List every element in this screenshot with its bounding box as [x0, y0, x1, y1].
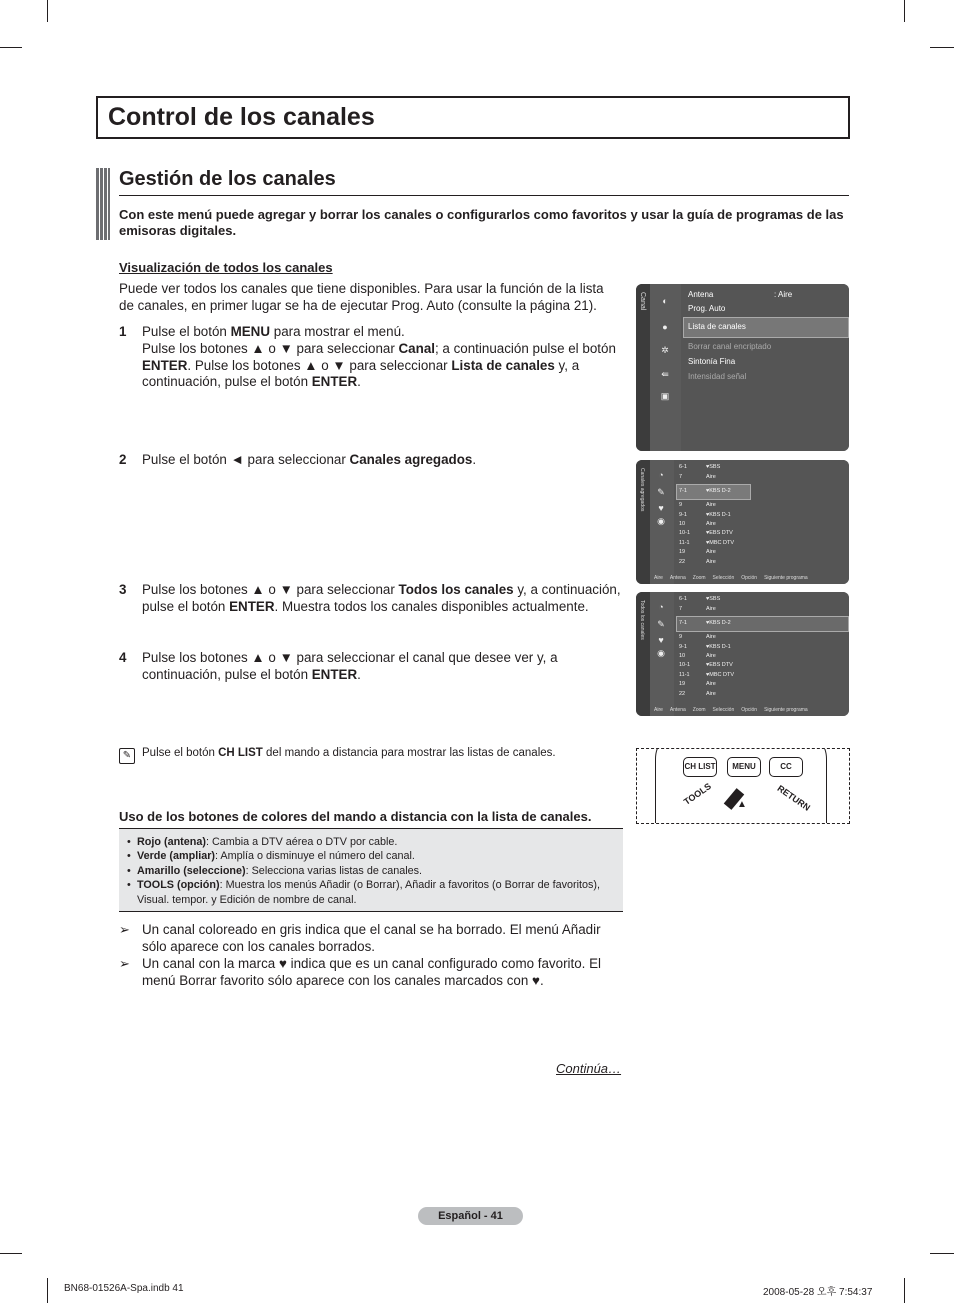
- channel-list-side-label: Todos los canales: [639, 600, 645, 640]
- channel-name[interactable]: Aire: [706, 634, 716, 640]
- crop-mark: [47, 0, 48, 22]
- crop-mark: [0, 47, 22, 48]
- channel-number[interactable]: 9-1: [679, 644, 687, 650]
- intro-text: Con este menú puede agregar y borrar los canales o configurarlos como favoritos y usar la guía de programas de las emisoras digitales.: [119, 207, 844, 238]
- channel-number[interactable]: 22: [679, 559, 686, 565]
- channel-number[interactable]: 11-1: [679, 540, 690, 546]
- channel-number[interactable]: 10-1: [679, 530, 691, 536]
- step-number: 3: [119, 582, 127, 597]
- channel-name[interactable]: ♥EBS DTV: [706, 662, 733, 668]
- cc-button[interactable]: CC: [769, 757, 803, 777]
- channel-name[interactable]: Aire: [706, 606, 716, 612]
- channel-name[interactable]: ♥KBS D-1: [706, 644, 731, 650]
- channel-name[interactable]: Aire: [706, 549, 716, 555]
- tools-icon: ✎: [657, 619, 665, 629]
- tools-icon: ✎: [657, 487, 665, 497]
- tip-text: Un canal con la marca ♥ indica que es un canal configurado como favorito. El menú Borrar favorito sólo aparece con los canales marcados con ♥.: [142, 956, 602, 988]
- channel-list-added-screenshot: [636, 460, 849, 584]
- section-title: Gestión de los canales: [119, 168, 336, 190]
- crop-mark: [904, 1278, 905, 1303]
- channel-name[interactable]: Aire: [706, 653, 716, 659]
- channel-number[interactable]: 7: [679, 474, 683, 480]
- step-4-text: Pulse los botones ▲ o ▼ para seleccionar el canal que desee ver y, a continuación, pulse el botón ENTER.: [142, 650, 558, 682]
- channel-list-all-screenshot: [636, 592, 849, 716]
- crop-mark: [0, 1253, 22, 1254]
- tip-arrow-icon: ➢: [119, 956, 130, 971]
- remote-illustration: [636, 748, 850, 824]
- step-number: 1: [119, 324, 127, 339]
- colors-list: [119, 828, 623, 912]
- channel-name[interactable]: Aire: [706, 681, 716, 687]
- colors-title: Uso de los botones de colores del mando a distancia con la lista de canales.: [119, 809, 592, 824]
- menu-item-channel-list[interactable]: Lista de canales: [688, 322, 746, 331]
- input-icon: ⇚: [661, 369, 669, 379]
- channel-name[interactable]: ♥MBC DTV: [706, 540, 735, 546]
- guide-icon: ◉: [657, 648, 665, 658]
- application-icon: ▣: [660, 391, 670, 401]
- print-file-info: BN68-01526A-Spa.indb 41: [64, 1283, 184, 1294]
- setup-gear-icon: ✲: [661, 345, 669, 355]
- tip-text: Un canal coloreado en gris indica que el canal se ha borrado. El menú Añadir sólo aparece con los canales borrados.: [142, 922, 601, 954]
- picture-icon: ◐: [662, 296, 668, 306]
- channel-name[interactable]: ♥EBS DTV: [706, 530, 733, 536]
- up-arrow-icon[interactable]: ▲: [737, 799, 747, 810]
- print-date-info: 2008-05-28 오후 7:54:37: [763, 1287, 873, 1298]
- channel-number[interactable]: 9: [679, 502, 683, 508]
- color-item-yellow: • Amarillo (seleccione): Selecciona varias listas de canales.: [137, 864, 623, 878]
- color-item-red: • Rojo (antena): Cambia a DTV aérea o DTV por cable.: [137, 835, 623, 849]
- channel-number[interactable]: 19: [679, 549, 686, 555]
- section-bar: [96, 168, 110, 240]
- menu-item-signal-strength[interactable]: Intensidad señal: [688, 372, 747, 381]
- channel-number[interactable]: 11-1: [679, 672, 690, 678]
- channel-list-side-label: Canales agregados: [639, 468, 645, 512]
- crop-mark: [930, 1253, 954, 1254]
- channel-number[interactable]: 10-1: [679, 662, 691, 668]
- antenna-icon: ◔: [658, 602, 664, 612]
- step-3-text: Pulse los botones ▲ o ▼ para seleccionar Todos los canales y, a continuación, pulse el botón ENTER. Muestra todos los canales disponibles actualmente.: [142, 582, 621, 614]
- channel-number[interactable]: 10: [679, 653, 686, 659]
- menu-item-antena[interactable]: Antena: [688, 290, 714, 299]
- tools-button[interactable]: TOOLS: [681, 781, 713, 807]
- step-number: 2: [119, 452, 127, 467]
- subheading: Visualización de todos los canales: [119, 260, 333, 275]
- ch-list-button[interactable]: CH LIST: [683, 757, 717, 777]
- crop-mark: [904, 0, 905, 22]
- channel-number[interactable]: 7-1: [679, 620, 687, 626]
- menu-item-fine-tune[interactable]: Sintonía Fina: [688, 357, 736, 366]
- channel-name[interactable]: ♥SBS: [706, 596, 721, 602]
- section-rule: [119, 195, 849, 196]
- antenna-icon: ◔: [658, 470, 664, 480]
- crop-mark: [930, 47, 954, 48]
- channel-name[interactable]: Aire: [706, 691, 716, 697]
- channel-number[interactable]: 6-1: [679, 596, 687, 602]
- step-1-text: Pulse el botón MENU para mostrar el menú. Pulse los botones ▲ o ▼ para seleccionar Canal; a continuación pulse el botón ENTER. Pulse los botones ▲ o ▼ para seleccionar Lista de canales y, a continuación, pulse el botón ENTER.: [142, 324, 616, 390]
- page-number-badge: Español - 41: [418, 1207, 523, 1225]
- channel-number[interactable]: 7-1: [679, 488, 687, 494]
- row-highlight: [676, 616, 849, 632]
- channel-name[interactable]: Aire: [706, 474, 716, 480]
- continues-label: Continúa…: [556, 1061, 622, 1076]
- menu-button[interactable]: MENU: [727, 757, 761, 777]
- color-item-tools: • TOOLS (opción): Muestra los menús Añadir (o Borrar), Añadir a favoritos (o Borrar de favoritos), Visual. tempor. y Edición de nombre de canal.: [137, 878, 623, 907]
- tv-menu-screenshot: [636, 284, 849, 451]
- favorite-heart-icon: ♥: [658, 635, 664, 645]
- channel-number[interactable]: 22: [679, 691, 686, 697]
- channel-number[interactable]: 9: [679, 634, 683, 640]
- step-2-text: Pulse el botón ◄ para seleccionar Canales agregados.: [142, 452, 477, 467]
- channel-number[interactable]: 10: [679, 521, 686, 527]
- channel-list-footer: Aire Antena Zoom Selección Opción Siguiente programa: [654, 575, 808, 581]
- channel-list-footer: Aire Antena Zoom Selección Opción Siguiente programa: [654, 707, 808, 713]
- menu-item-antena-value: : Aire: [774, 290, 793, 299]
- channel-number[interactable]: 9-1: [679, 512, 687, 518]
- menu-item-prog-auto[interactable]: Prog. Auto: [688, 304, 726, 313]
- channel-number[interactable]: 7: [679, 606, 683, 612]
- intro-paragraph: Puede ver todos los canales que tiene disponibles. Para usar la función de la lista de canales, en primer lugar se ha de ejecutar Prog. Auto (consulte la página 21).: [119, 281, 604, 313]
- channel-name[interactable]: Aire: [706, 521, 716, 527]
- guide-icon: ◉: [657, 516, 665, 526]
- crop-mark: [47, 1278, 48, 1303]
- note-icon: ✎: [119, 748, 135, 764]
- channel-name[interactable]: ♥KBS D-2: [706, 488, 731, 494]
- channel-name[interactable]: ♥SBS: [706, 464, 721, 470]
- color-item-green: • Verde (ampliar): Amplía o disminuye el número del canal.: [137, 849, 623, 863]
- tip-arrow-icon: ➢: [119, 922, 130, 937]
- channel-name[interactable]: ♥KBS D-1: [706, 512, 731, 518]
- page-title: Control de los canales: [108, 103, 375, 131]
- step-number: 4: [119, 650, 127, 665]
- sound-icon: ●: [662, 322, 668, 332]
- channel-name[interactable]: Aire: [706, 502, 716, 508]
- channel-name[interactable]: ♥MBC DTV: [706, 672, 735, 678]
- channel-number[interactable]: 6-1: [679, 464, 687, 470]
- favorite-heart-icon: ♥: [658, 503, 664, 513]
- channel-name[interactable]: ♥KBS D-2: [706, 620, 731, 626]
- channel-number[interactable]: 19: [679, 681, 686, 687]
- channel-name[interactable]: Aire: [706, 559, 716, 565]
- menu-item-clear-scrambled[interactable]: Borrar canal encriptado: [688, 342, 772, 351]
- page-title-box: [96, 96, 850, 139]
- return-button[interactable]: RETURN: [775, 783, 812, 813]
- menu-side-label: Canal: [639, 292, 646, 311]
- note-text: Pulse el botón CH LIST del mando a distancia para mostrar las listas de canales.: [142, 747, 556, 759]
